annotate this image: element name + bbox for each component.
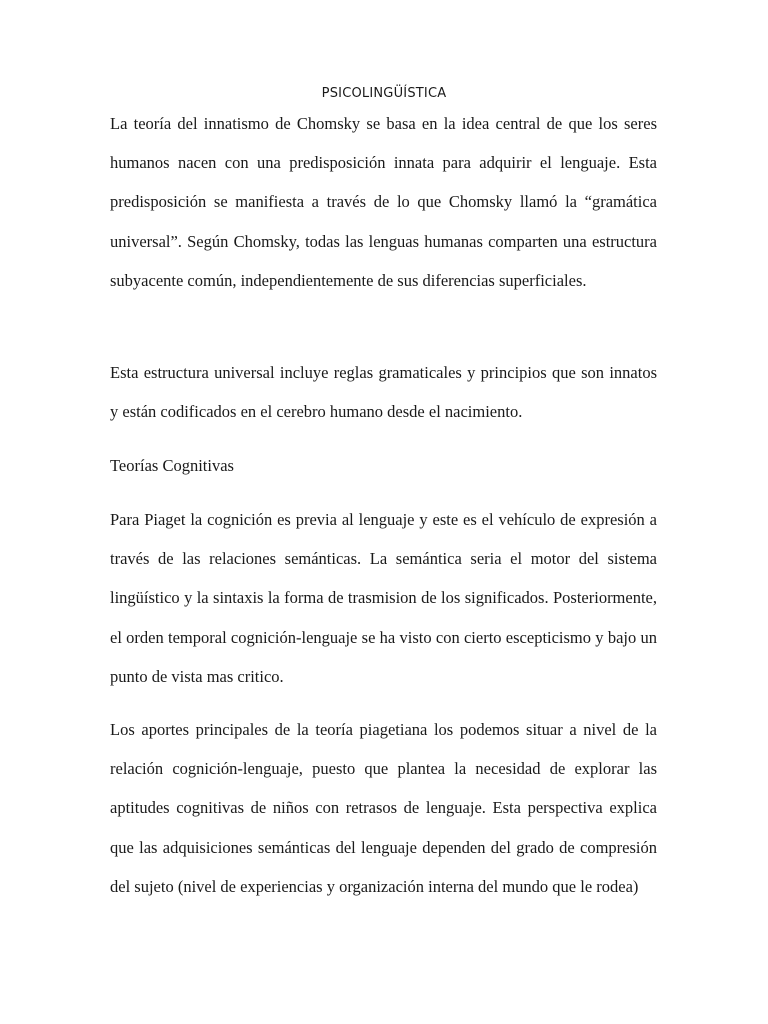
paragraph-aportes-piagetiana: Los aportes principales de la teoría piagetiana los podemos situar a nivel de la relación cognición-lenguaje, puesto que plantea la necesidad de explorar las aptitudes cognitivas de niños con retrasos de lenguaje. Esta perspectiva explica que las adquisiciones semánticas del lenguaje dependen del grado de compresión del sujeto (nivel de experiencias y organización interna del mundo que le rodea) — [110, 720, 657, 896]
section-heading-teorias-cognitivas: Teorías Cognitivas — [110, 456, 234, 475]
document-title: PSICOLINGÜÍSTICA — [321, 86, 447, 101]
paragraph-estructura-universal: Esta estructura universal incluye reglas gramaticales y principios que son innatos y están codificados en el cerebro humano desde el nacimiento. — [110, 363, 657, 422]
paragraph-piaget: Para Piaget la cognición es previa al lenguaje y este es el vehículo de expresión a través de las relaciones semánticas. La semántica seria el motor del sistema lingüístico y la sintaxis la forma de trasmision de los significados. Posteriormente, el orden temporal cognición-lenguaje se ha visto con cierto escepticismo y bajo un punto de vista mas critico. — [110, 510, 657, 686]
paragraph-innatismo: La teoría del innatismo de Chomsky se basa en la idea central de que los seres humanos nacen con una predisposición innata para adquirir el lenguaje. Esta predisposición se manifiesta a través de lo que Chomsky llamó la “gramática universal”. Según Chomsky, todas las lenguas humanas comparten una estructura subyacente común, independientemente de sus diferencias superficiales. — [110, 114, 657, 290]
